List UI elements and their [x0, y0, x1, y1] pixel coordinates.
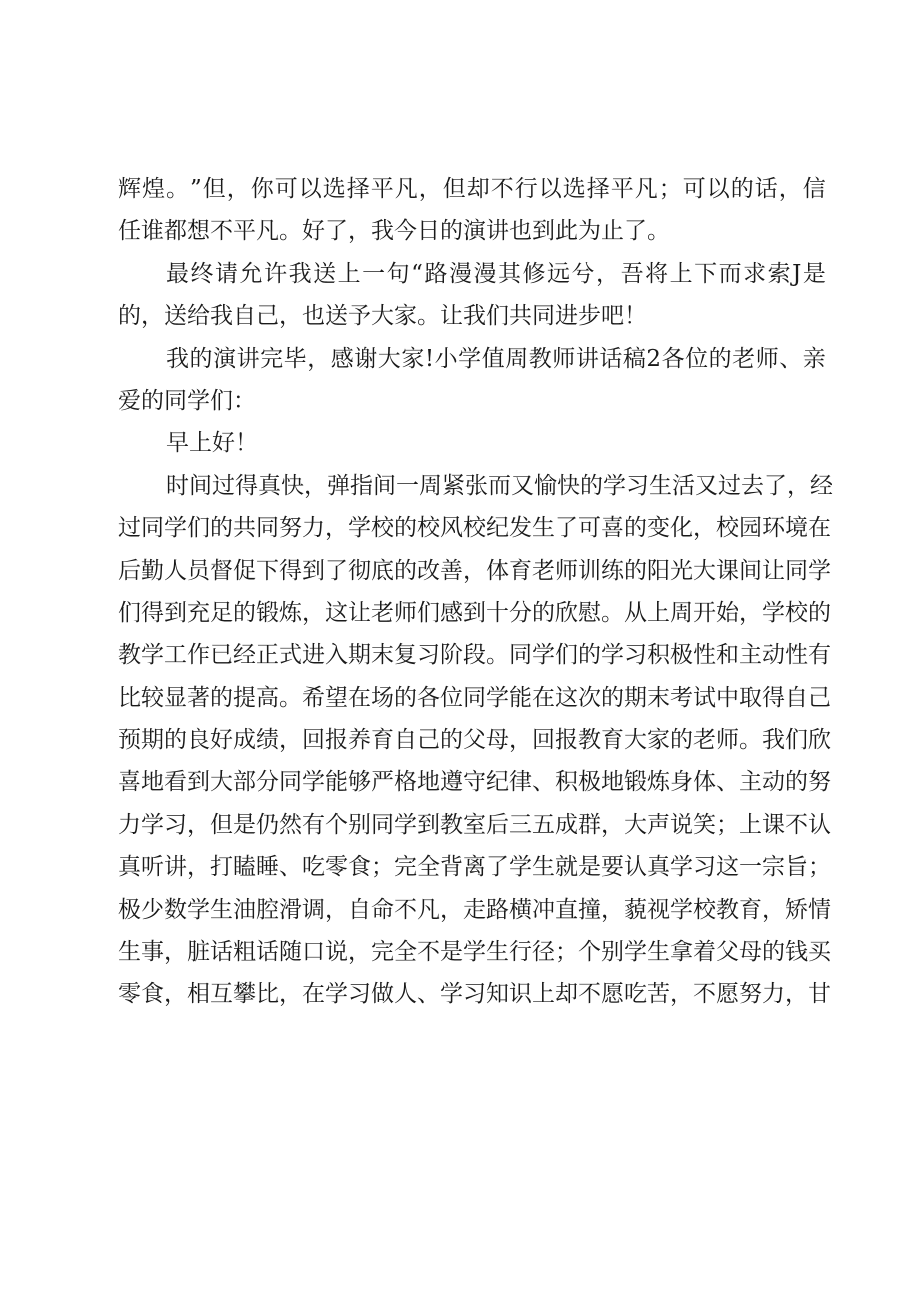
- text-line: 们 得 到 充 足 的 锻 炼 ， 这 让 老 师 们 感 到 十 分 的 欣 慰 。 从 上 周 开 始 ， 学 校 的: [118, 599, 831, 626]
- text-line: 极 少 数 学 生 油 腔 滑 调 ， 自 命 不 凡 ， 走 路 横 冲 直 撞 ， 藐 视 学 校 教 育 ， 矫 情: [118, 896, 831, 923]
- text-line: 任谁都想不平凡。好了，我今日的演讲也到此为止了。: [118, 218, 670, 245]
- text-line: 真 听 讲 ， 打 瞌 睡 、 吃 零 食 ； 完 全 背 离 了 学 生 就 是 要 认 真 学 习 这 一 宗 旨 ；: [118, 854, 831, 881]
- text-line: 比 较 显 著 的 提 高 。 希 望 在 场 的 各 位 同 学 能 在 这 次 的 期 末 考 试 中 取 得 自 己: [118, 684, 831, 711]
- text-line: 喜 地 看 到 大 部 分 同 学 能 够 严 格 地 遵 守 纪 律 、 积 极 地 锻 炼 身 体 、 主 动 的 努: [118, 769, 831, 796]
- document-body: [118, 168, 833, 1016]
- text-line: 生 事 ， 脏 话 粗 话 随 口 说 ， 完 全 不 是 学 生 行 径 ； 个 别 学 生 拿 着 父 母 的 钱 买: [118, 939, 831, 966]
- text-line: 零 食 ， 相 互 攀 比 ， 在 学 习 做 人 、 学 习 知 识 上 却 不 愿 吃 苦 ， 不 愿 努 力 ， 甘: [118, 981, 831, 1008]
- paragraph-first-line: 时 间 过 得 真 快 ， 弹 指 间 一 周 紧 张 而 又 愉 快 的 学 习 生 活 又 过 去 了 ， 经: [166, 472, 833, 499]
- text-line: 预 期 的 良 好 成 绩 ， 回 报 养 育 自 己 的 父 母 ， 回 报 教 育 大 家 的 老 师 。 我 们 欣: [118, 727, 831, 754]
- text-line: 的，送给我自己，也送予大家。让我们共同进步吧！: [118, 303, 647, 330]
- text-line: 过 同 学 们 的 共 同 努 力 ， 学 校 的 校 风 校 纪 发 生 了 可 喜 的 变 化 ， 校 园 环 境 在: [118, 515, 831, 542]
- text-line: 爱的同学们：: [118, 387, 256, 414]
- paragraph-first-line: 我 的 演 讲 完 毕 ， 感 谢 大 家 ! 小 学 值 周 教 师 讲 话 稿 2 各 位 的 老 师 、 亲: [166, 345, 826, 372]
- text-line: 教 学 工 作 已 经 正 式 进 入 期 末 复 习 阶 段 。 同 学 们 的 学 习 积 极 性 和 主 动 性 有: [118, 642, 831, 669]
- text-line: 后 勤 人 员 督 促 下 得 到 了 彻 底 的 改 善 ， 体 育 老 师 训 练 的 阳 光 大 课 间 让 同 学: [118, 557, 831, 584]
- text-line: 辉 煌 。 ” 但 ， 你 可 以 选 择 平 凡 ， 但 却 不 行 以 选 择 平 凡 ； 可 以 的 话 ， 信: [118, 176, 826, 202]
- paragraph-first-line: 最 终 请 允 许 我 送 上 一 句 “ 路 漫 漫 其 修 远 兮 ， 吾 将 上 下 而 求 索 J 是: [166, 260, 826, 287]
- text-line: 力 学 习 ， 但 是 仍 然 有 个 别 同 学 到 教 室 后 三 五 成 群 ， 大 声 说 笑 ； 上 课 不 认: [118, 811, 831, 838]
- greeting-line: 早上好！: [166, 430, 258, 457]
